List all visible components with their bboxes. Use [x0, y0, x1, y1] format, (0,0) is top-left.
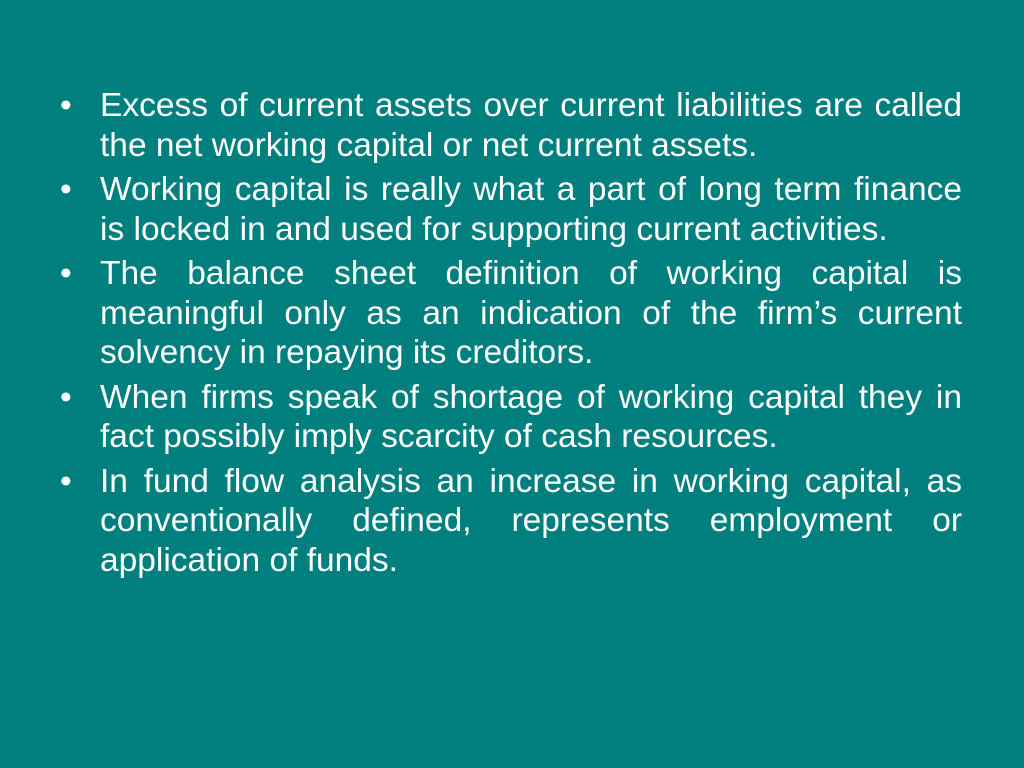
- bullet-icon: •: [60, 87, 72, 124]
- bullet-item: [58, 378, 962, 457]
- bullet-icon: •: [60, 255, 72, 292]
- bullet-item: [58, 86, 962, 165]
- bullet-text: The balance sheet definition of working capital is meaningful only as an indication of the firm’s current solvency in repaying its creditors.: [100, 255, 962, 371]
- bullet-icon: •: [60, 171, 72, 208]
- bullet-text: In fund flow analysis an increase in working capital, as conventionally defined, represents employment or application of funds.: [100, 462, 962, 579]
- bullet-text: Working capital is really what a part of long term finance is locked in and used for supporting current activities.: [100, 171, 962, 248]
- bullet-item: [58, 254, 962, 373]
- bullet-text: Excess of current assets over current liabilities are called the net working capital or net current assets.: [100, 87, 962, 164]
- bullet-icon: •: [60, 378, 72, 416]
- bullet-item: [58, 170, 962, 249]
- bullet-icon: •: [60, 462, 72, 500]
- bullet-list: [58, 86, 962, 585]
- bullet-text: When firms speak of shortage of working capital they in fact possibly imply scarcity of cash resources.: [100, 378, 962, 455]
- bullet-item: [58, 462, 962, 581]
